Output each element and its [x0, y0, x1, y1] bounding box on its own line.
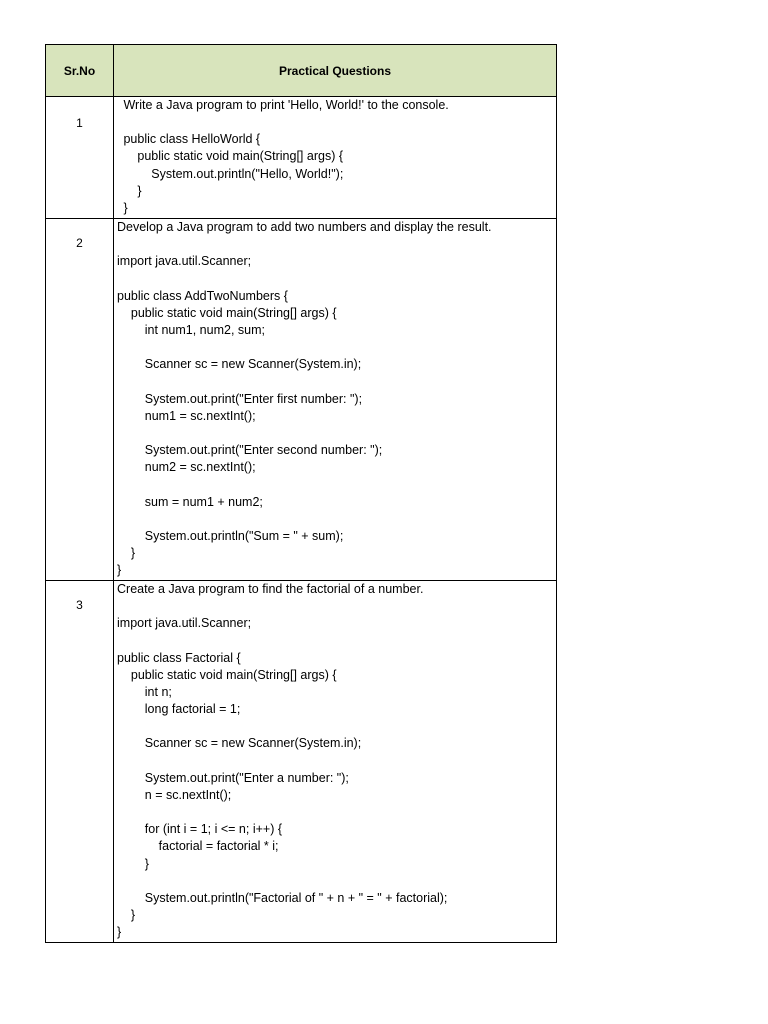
table-row	[46, 219, 557, 581]
srno-header: Sr.No	[46, 45, 114, 97]
table-row	[46, 97, 557, 219]
question-text: Write a Java program to print 'Hello, World!' to the console. public class HelloWorld { public static void main(String[] args) { System.out.println("Hello, World!"); } }	[123, 98, 449, 215]
serial-number: 2	[76, 236, 83, 250]
question-cell	[114, 581, 557, 943]
question-text: Develop a Java program to add two numbers and display the result. import java.util.Scanner; public class AddTwoNumbers { public static void main(String[] args) { int num1, num2, sum; Scanner sc = new Scanner(System.in); System.out.print("Enter first number: "); num1 = sc.nextInt(); System.out.print("Enter second number: "); num2 = sc.nextInt(); sum = num1 + num2; System.out.println("Sum = " + sum); } }	[117, 220, 492, 578]
table-row	[46, 581, 557, 943]
question-text: Create a Java program to find the factorial of a number. import java.util.Scanner; public class Factorial { public static void main(String[] args) { int n; long factorial = 1; Scanner sc = new Scanner(System.in); System.out.print("Enter a number: "); n = sc.nextInt(); for (int i = 1; i <= n; i++) { factorial = factorial * i; } System.out.println("Factorial of " + n + " = " + factorial); } }	[117, 582, 448, 940]
serial-number-cell	[46, 219, 114, 581]
practical-questions-table	[45, 44, 557, 943]
question-cell	[114, 219, 557, 581]
questions-header: Practical Questions	[114, 45, 557, 97]
serial-number: 3	[76, 598, 83, 612]
serial-number-cell	[46, 581, 114, 943]
header-row	[46, 45, 557, 97]
question-cell	[114, 97, 557, 219]
serial-number-cell	[46, 97, 114, 219]
serial-number: 1	[76, 116, 83, 130]
